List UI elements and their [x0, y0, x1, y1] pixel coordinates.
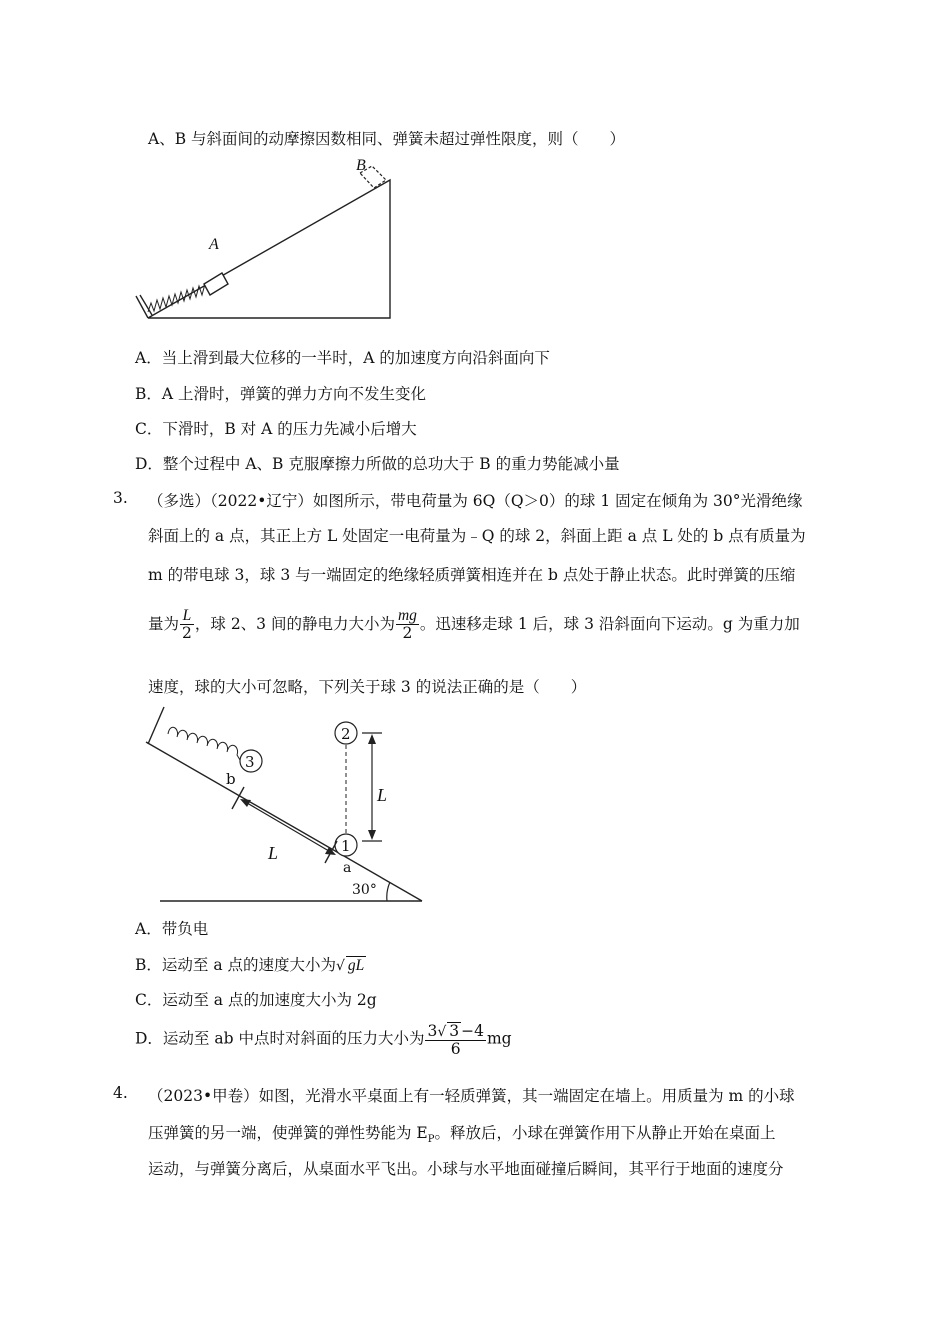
q2-option-c: C．下滑时，B 对 A 的压力先减小后增大	[135, 420, 417, 438]
vertical-length-label: L	[377, 785, 388, 805]
q3-line1: （多选）（2022•辽宁）如图所示，带电荷量为 6Q（Q＞0）的球 1 固定在倾角为 30°光滑绝缘	[148, 492, 803, 510]
q3-option-d-unit: mg	[486, 1029, 512, 1048]
q3-line2: 斜面上的 a 点，其正上方 L 处固定一电荷量为﹣Q 的球 2，斜面上距 a 点 L 处的 b 点有质量为	[148, 527, 806, 545]
q4-number: 4.	[113, 1084, 128, 1102]
q2-option-a: A．当上滑到最大位移的一半时，A 的加速度方向沿斜面向下	[135, 349, 550, 367]
slope-length-label: L	[268, 843, 279, 863]
fraction-denominator: 2	[402, 624, 413, 643]
q4-line3: 运动，与弹簧分离后，从桌面水平飞出。小球与水平地面碰撞后瞬间，其平行于地面的速度分	[148, 1160, 784, 1178]
q3-option-c: C．运动至 a 点的加速度大小为 2g	[135, 991, 377, 1009]
q4-line1: （2023•甲卷）如图，光滑水平桌面上有一轻质弹簧，其一端固定在墙上。用质量为 m 的小球	[148, 1087, 795, 1105]
q3-option-d-text: D．运动至 ab 中点时对斜面的压力大小为	[135, 1029, 425, 1048]
q3-option-a: A．带负电	[135, 920, 209, 938]
subscript-p: P	[427, 1134, 435, 1146]
point-b-label: b	[226, 770, 236, 788]
ball-2-label: 2	[341, 725, 351, 743]
fraction-option-d	[425, 1022, 486, 1057]
fraction-numerator	[425, 1022, 486, 1041]
point-a-label: a	[343, 860, 352, 876]
fraction-denominator: 2	[182, 624, 192, 643]
q3-line5: 速度，球的大小可忽略，下列关于球 3 的说法正确的是（ ）	[148, 678, 587, 696]
q3-option-b	[135, 953, 366, 975]
sqrt-radicand: 3	[449, 1022, 460, 1040]
q4-line2-pre: 压弹簧的另一端，使弹簧的弹性势能为 E	[148, 1124, 428, 1142]
q3-number: 3.	[113, 489, 128, 507]
sqrt-radicand: gL	[347, 957, 365, 974]
q3-option-b-text: B．运动至 a 点的速度大小为	[135, 956, 336, 974]
angle-label: 30°	[352, 882, 377, 898]
fraction-mg-over-2	[396, 608, 419, 642]
q2-label-b: B	[356, 157, 366, 174]
q2-incline-figure	[134, 158, 394, 323]
q3-line4	[148, 608, 800, 642]
q4-line2	[148, 1121, 776, 1145]
sqrt-sign-icon: √	[336, 958, 345, 974]
fraction-numerator: mg	[397, 607, 417, 624]
ball-1-label: 1	[341, 837, 351, 855]
ball-3-label: 3	[245, 753, 255, 771]
fraction-denominator: 6	[450, 1039, 461, 1058]
q3-line3: m 的带电球 3，球 3 与一端固定的绝缘轻质弹簧相连并在 b 点处于静止状态。此时弹簧的压缩	[148, 566, 796, 584]
q2-option-d: D．整个过程中 A、B 克服摩擦力所做的总功大于 B 的重力势能减小量	[135, 455, 620, 473]
q3-option-d	[135, 1022, 512, 1057]
q4-line2-post: 。释放后，小球在弹簧作用下从静止开始在桌面上	[434, 1124, 776, 1142]
q3-line4-pre: 量为	[148, 614, 180, 633]
q3-incline-figure	[134, 704, 434, 904]
q2-option-b: B．A 上滑时，弹簧的弹力方向不发生变化	[135, 385, 427, 403]
coefficient: 3	[427, 1022, 438, 1040]
fraction-numerator: L	[180, 608, 194, 625]
q3-line4-mid: ，球 2、3 间的静电力大小为	[194, 614, 395, 633]
sqrt-sign-icon: √	[437, 1024, 447, 1040]
q2-intro: A、B 与斜面间的动摩擦因数相同、弹簧未超过弹性限度，则（ ）	[148, 130, 626, 148]
q2-label-a: A	[209, 236, 219, 253]
q3-line4-post: 。迅速移走球 1 后，球 3 沿斜面向下运动。g 为重力加	[419, 614, 800, 633]
constant-term: −4	[461, 1022, 484, 1040]
fraction-l-over-2	[180, 608, 194, 642]
